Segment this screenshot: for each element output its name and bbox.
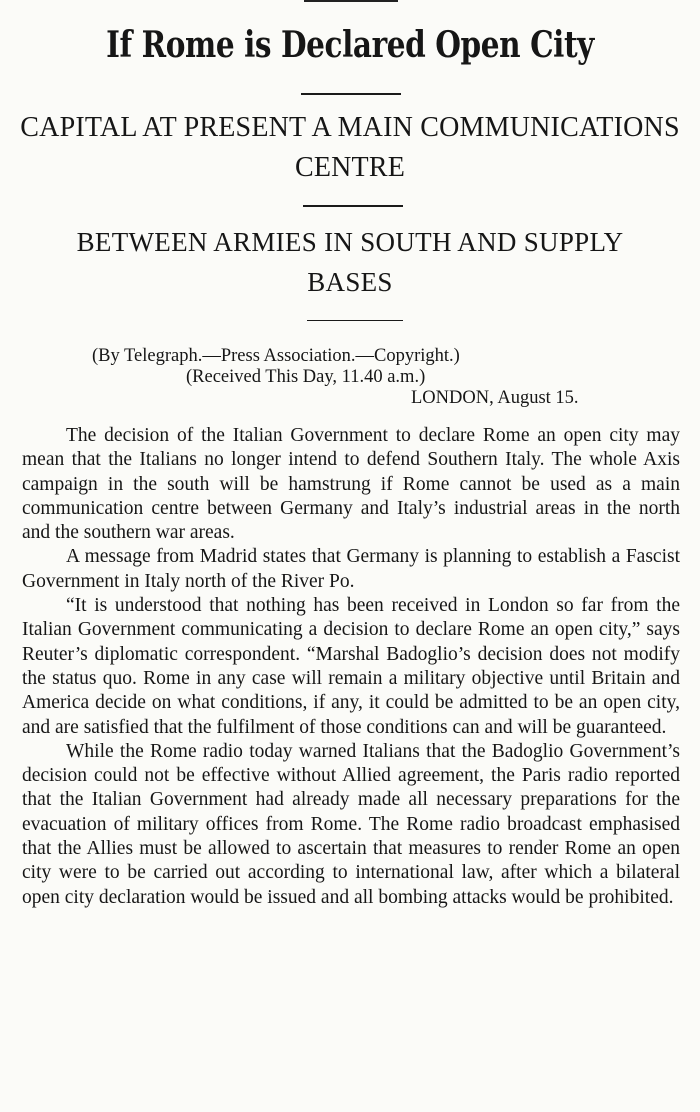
byline-divider: [307, 320, 403, 321]
headline-divider: [301, 93, 401, 95]
subheadline-secondary-line-2: BASES: [307, 267, 393, 297]
paragraph: “It is understood that nothing has been received in London so far from the Italian Government communicating a decision to declare Rome an open city,” says Reuter’s diplomatic correspondent. “Marshal Badoglio’s decision does not modify the status quo. Rome in any case will remain a military objective until Britain and America decide on what conditions, if any, it could be admitted to be an open city, and are satisfied that the fulfilment of those conditions can and will be guaranteed.: [22, 595, 680, 738]
dateline: LONDON, August 15.: [411, 388, 579, 408]
subheadline-secondary-line-1: BETWEEN ARMIES IN SOUTH AND SUPPLY: [76, 227, 624, 257]
paragraph: The decision of the Italian Government to declare Rome an open city may mean that the Italians no longer intend to defend Southern Italy. The whole Axis campaign in the south will be hamstrung if Rome cannot be used as a main communication centre between Germany and Italy’s industrial areas in the north and the southern war areas.: [22, 425, 680, 544]
subheadline-primary-line-1: CAPITAL AT PRESENT A MAIN COMMUNICATIONS: [20, 112, 680, 143]
headline: If Rome is Declared Open City: [106, 24, 594, 66]
subheadline-primary-line-2: CENTRE: [294, 152, 406, 183]
top-rule: [304, 0, 398, 2]
byline: (By Telegraph.—Press Association.—Copyright.): [92, 346, 460, 366]
byline-block: [0, 346, 700, 409]
subheadline-primary: [0, 108, 700, 188]
subheadline-secondary: [0, 222, 700, 302]
subheadline-divider: [303, 205, 403, 207]
received-time: (Received This Day, 11.40 a.m.): [186, 367, 426, 387]
paragraph: While the Rome radio today warned Italians that the Badoglio Government’s decision could not be effective without Allied agreement, the Paris radio reported that the Italian Government had already made all necessary preparations for the evacuation of military offices from Rome. The Rome radio broadcast emphasised that the Allies must be allowed to ascertain that measures to render Rome an open city were to be carried out according to international law, after which a bilateral open city declaration would be issued and all bombing attacks would be prohibited.: [22, 740, 680, 908]
article-body: [22, 424, 680, 910]
paragraph: A message from Madrid states that Germany is planning to establish a Fascist Government in Italy north of the River Po.: [22, 546, 680, 592]
